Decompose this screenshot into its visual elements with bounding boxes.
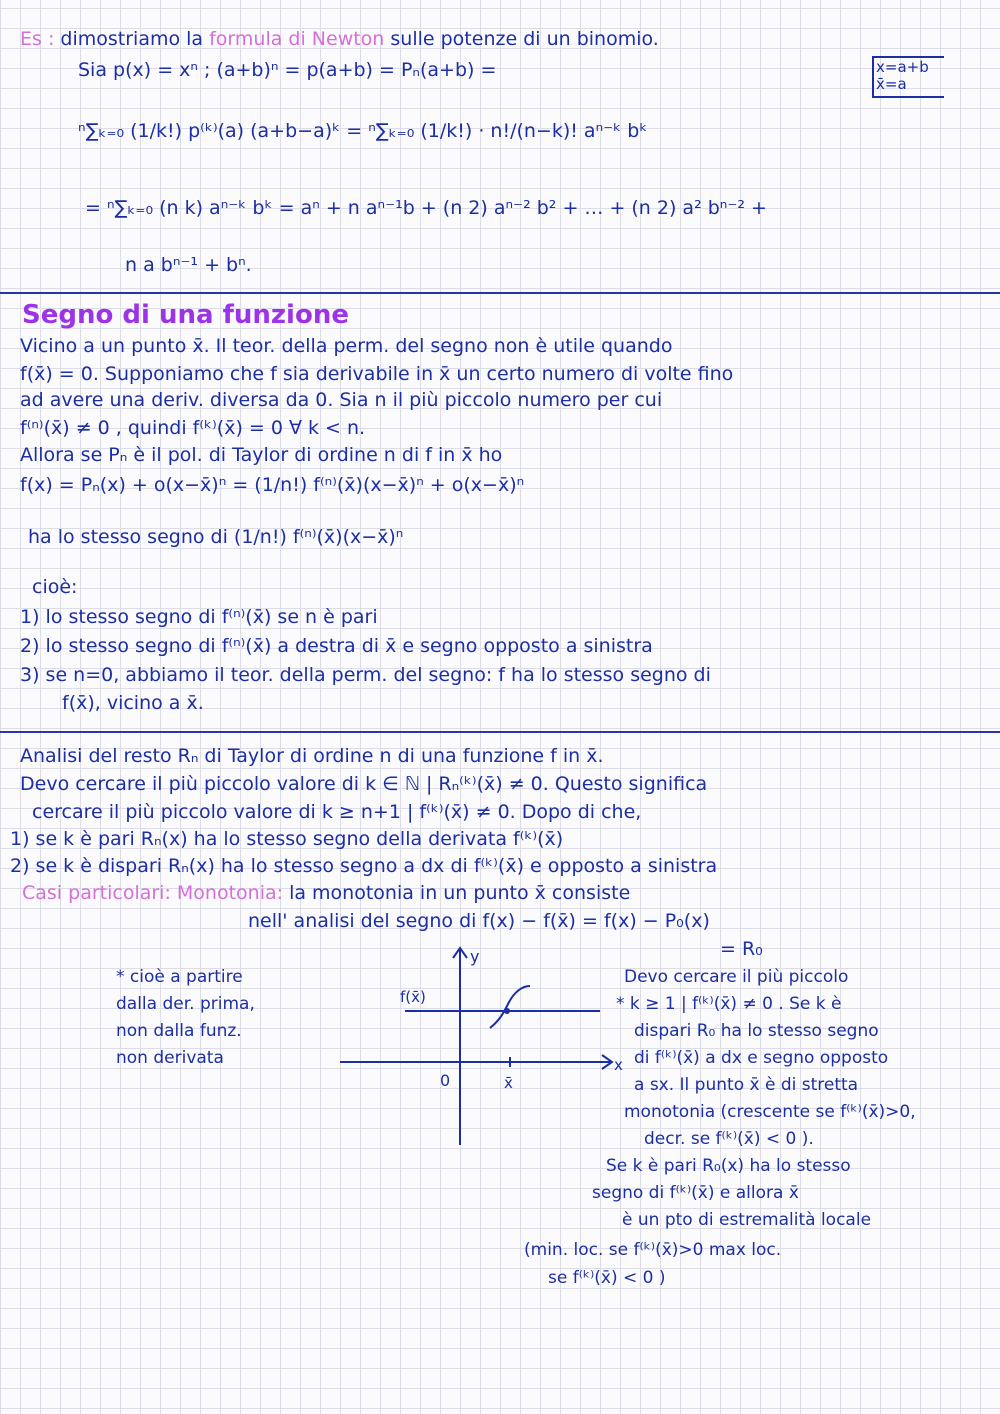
casi-particolari-text: la monotonia in un punto x̄ consiste bbox=[283, 882, 631, 904]
substitution-box-line-2: x̄=a bbox=[876, 75, 907, 93]
es-line-5: n a bⁿ⁻¹ + bⁿ. bbox=[125, 254, 252, 276]
casi-line-2: nell' analisi del segno di f(x) − f(x̄) = f(x) − P₀(x) bbox=[248, 910, 710, 932]
segno-line-8: cioè: bbox=[32, 576, 78, 598]
segno-line-4: f⁽ⁿ⁾(x̄) ≠ 0 , quindi f⁽ᵏ⁾(x̄) = 0 ∀ k < n. bbox=[20, 417, 366, 439]
function-curve bbox=[490, 986, 530, 1028]
section-divider-2 bbox=[0, 731, 1000, 733]
segno-line-9: 1) lo stesso segno di f⁽ⁿ⁾(x̄) se n è pari bbox=[20, 606, 378, 628]
right-text-line-5: a sx. Il punto x̄ è di stretta bbox=[634, 1075, 859, 1095]
side-note-line-1: * cioè a partire bbox=[116, 967, 243, 987]
right-text-line-10: è un pto di estremalità locale bbox=[622, 1210, 872, 1230]
es-line-1 bbox=[20, 26, 659, 52]
es-line-1-text: dimostriamo la bbox=[60, 28, 210, 50]
section-heading-segno: Segno di una funzione bbox=[22, 300, 349, 330]
right-text-line-9: segno di f⁽ᵏ⁾(x̄) e allora x̄ bbox=[592, 1183, 799, 1203]
analisi-line-3: cercare il più piccolo valore di k ≥ n+1 | f⁽ᵏ⁾(x̄) ≠ 0. Dopo di che, bbox=[32, 801, 642, 823]
right-text-line-2: * k ≥ 1 | f⁽ᵏ⁾(x̄) ≠ 0 . Se k è bbox=[616, 994, 842, 1014]
es-line-3: ⁿ∑ₖ₌₀ (1/k!) p⁽ᵏ⁾(a) (a+b−a)ᵏ = ⁿ∑ₖ₌₀ (1/k!) · n!/(n−k)! aⁿ⁻ᵏ bᵏ bbox=[78, 120, 648, 142]
section-divider-1 bbox=[0, 292, 1000, 294]
monotonia-graph bbox=[330, 940, 630, 1150]
right-text-line-3: dispari R₀ ha lo stesso segno bbox=[634, 1021, 879, 1041]
right-text-line-4: di f⁽ᵏ⁾(x̄) a dx e segno opposto bbox=[634, 1048, 889, 1068]
segno-line-5: Allora se Pₙ è il pol. di Taylor di ordine n di f in x̄ ho bbox=[20, 444, 503, 466]
analisi-line-2: Devo cercare il più piccolo valore di k ∈ ℕ | Rₙ⁽ᵏ⁾(x̄) ≠ 0. Questo significa bbox=[20, 773, 708, 795]
y-axis-label: y bbox=[470, 947, 480, 966]
segno-line-12: f(x̄), vicino a x̄. bbox=[62, 692, 204, 714]
segno-line-11: 3) se n=0, abbiamo il teor. della perm. del segno: f ha lo stesso segno di bbox=[20, 664, 711, 686]
right-text-line-8: Se k è pari R₀(x) ha lo stesso bbox=[606, 1156, 851, 1176]
segno-line-10: 2) lo stesso segno di f⁽ⁿ⁾(x̄) a destra di x̄ e segno opposto a sinistra bbox=[20, 635, 653, 657]
side-note-line-2: dalla der. prima, bbox=[116, 994, 255, 1014]
right-text-line-1: Devo cercare il più piccolo bbox=[624, 967, 849, 987]
origin-label: 0 bbox=[440, 1071, 451, 1090]
analisi-line-1: Analisi del resto Rₙ di Taylor di ordine n di una funzione f in x̄. bbox=[20, 745, 604, 767]
es-line-1-end: sulle potenze di un binomio. bbox=[384, 28, 659, 50]
casi-line-3: = R₀ bbox=[720, 938, 763, 960]
x-axis-label: x bbox=[614, 1056, 623, 1074]
point-xbar bbox=[504, 1008, 510, 1014]
right-text-line-6: monotonia (crescente se f⁽ᵏ⁾(x̄)>0, bbox=[624, 1102, 916, 1122]
segno-line-7: ha lo stesso segno di (1/n!) f⁽ⁿ⁾(x̄)(x−x̄)ⁿ bbox=[28, 526, 404, 548]
es-line-2: Sia p(x) = xⁿ ; (a+b)ⁿ = p(a+b) = Pₙ(a+b) = bbox=[78, 59, 497, 81]
fx-bar-label: f(x̄) bbox=[400, 988, 426, 1006]
segno-line-1: Vicino a un punto x̄. Il teor. della perm. del segno non è utile quando bbox=[20, 335, 673, 357]
segno-line-3: ad avere una deriv. diversa da 0. Sia n il più piccolo numero per cui bbox=[20, 389, 663, 411]
newton-formula-highlight: formula di Newton bbox=[209, 28, 385, 50]
right-text-line-11: (min. loc. se f⁽ᵏ⁾(x̄)>0 max loc. bbox=[524, 1240, 782, 1260]
es-line-4: = ⁿ∑ₖ₌₀ (n k) aⁿ⁻ᵏ bᵏ = aⁿ + n aⁿ⁻¹b + (n 2) aⁿ⁻² b² + … + (n 2) a² bⁿ⁻² + bbox=[85, 197, 767, 219]
segno-line-6: f(x) = Pₙ(x) + o(x−x̄)ⁿ = (1/n!) f⁽ⁿ⁾(x̄)(x−x̄)ⁿ + o(x−x̄)ⁿ bbox=[20, 474, 525, 496]
casi-particolari-label: Casi particolari: Monotonia: bbox=[22, 882, 284, 904]
side-note-line-3: non dalla funz. bbox=[116, 1021, 242, 1041]
analisi-line-5: 2) se k è dispari Rₙ(x) ha lo stesso segno a dx di f⁽ᵏ⁾(x̄) e opposto a sinistra bbox=[10, 855, 718, 877]
substitution-box-line-1: x=a+b bbox=[876, 58, 929, 76]
es-label: Es : bbox=[20, 28, 55, 50]
analisi-line-4: 1) se k è pari Rₙ(x) ha lo stesso segno della derivata f⁽ᵏ⁾(x̄) bbox=[10, 828, 564, 850]
xbar-label: x̄ bbox=[504, 1074, 513, 1092]
side-note-line-4: non derivata bbox=[116, 1048, 224, 1068]
right-text-line-12: se f⁽ᵏ⁾(x̄) < 0 ) bbox=[548, 1268, 666, 1288]
right-text-line-7: decr. se f⁽ᵏ⁾(x̄) < 0 ). bbox=[644, 1129, 814, 1149]
segno-line-2: f(x̄) = 0. Supponiamo che f sia derivabile in x̄ un certo numero di volte fino bbox=[20, 363, 734, 385]
casi-particolari-line bbox=[22, 880, 630, 906]
